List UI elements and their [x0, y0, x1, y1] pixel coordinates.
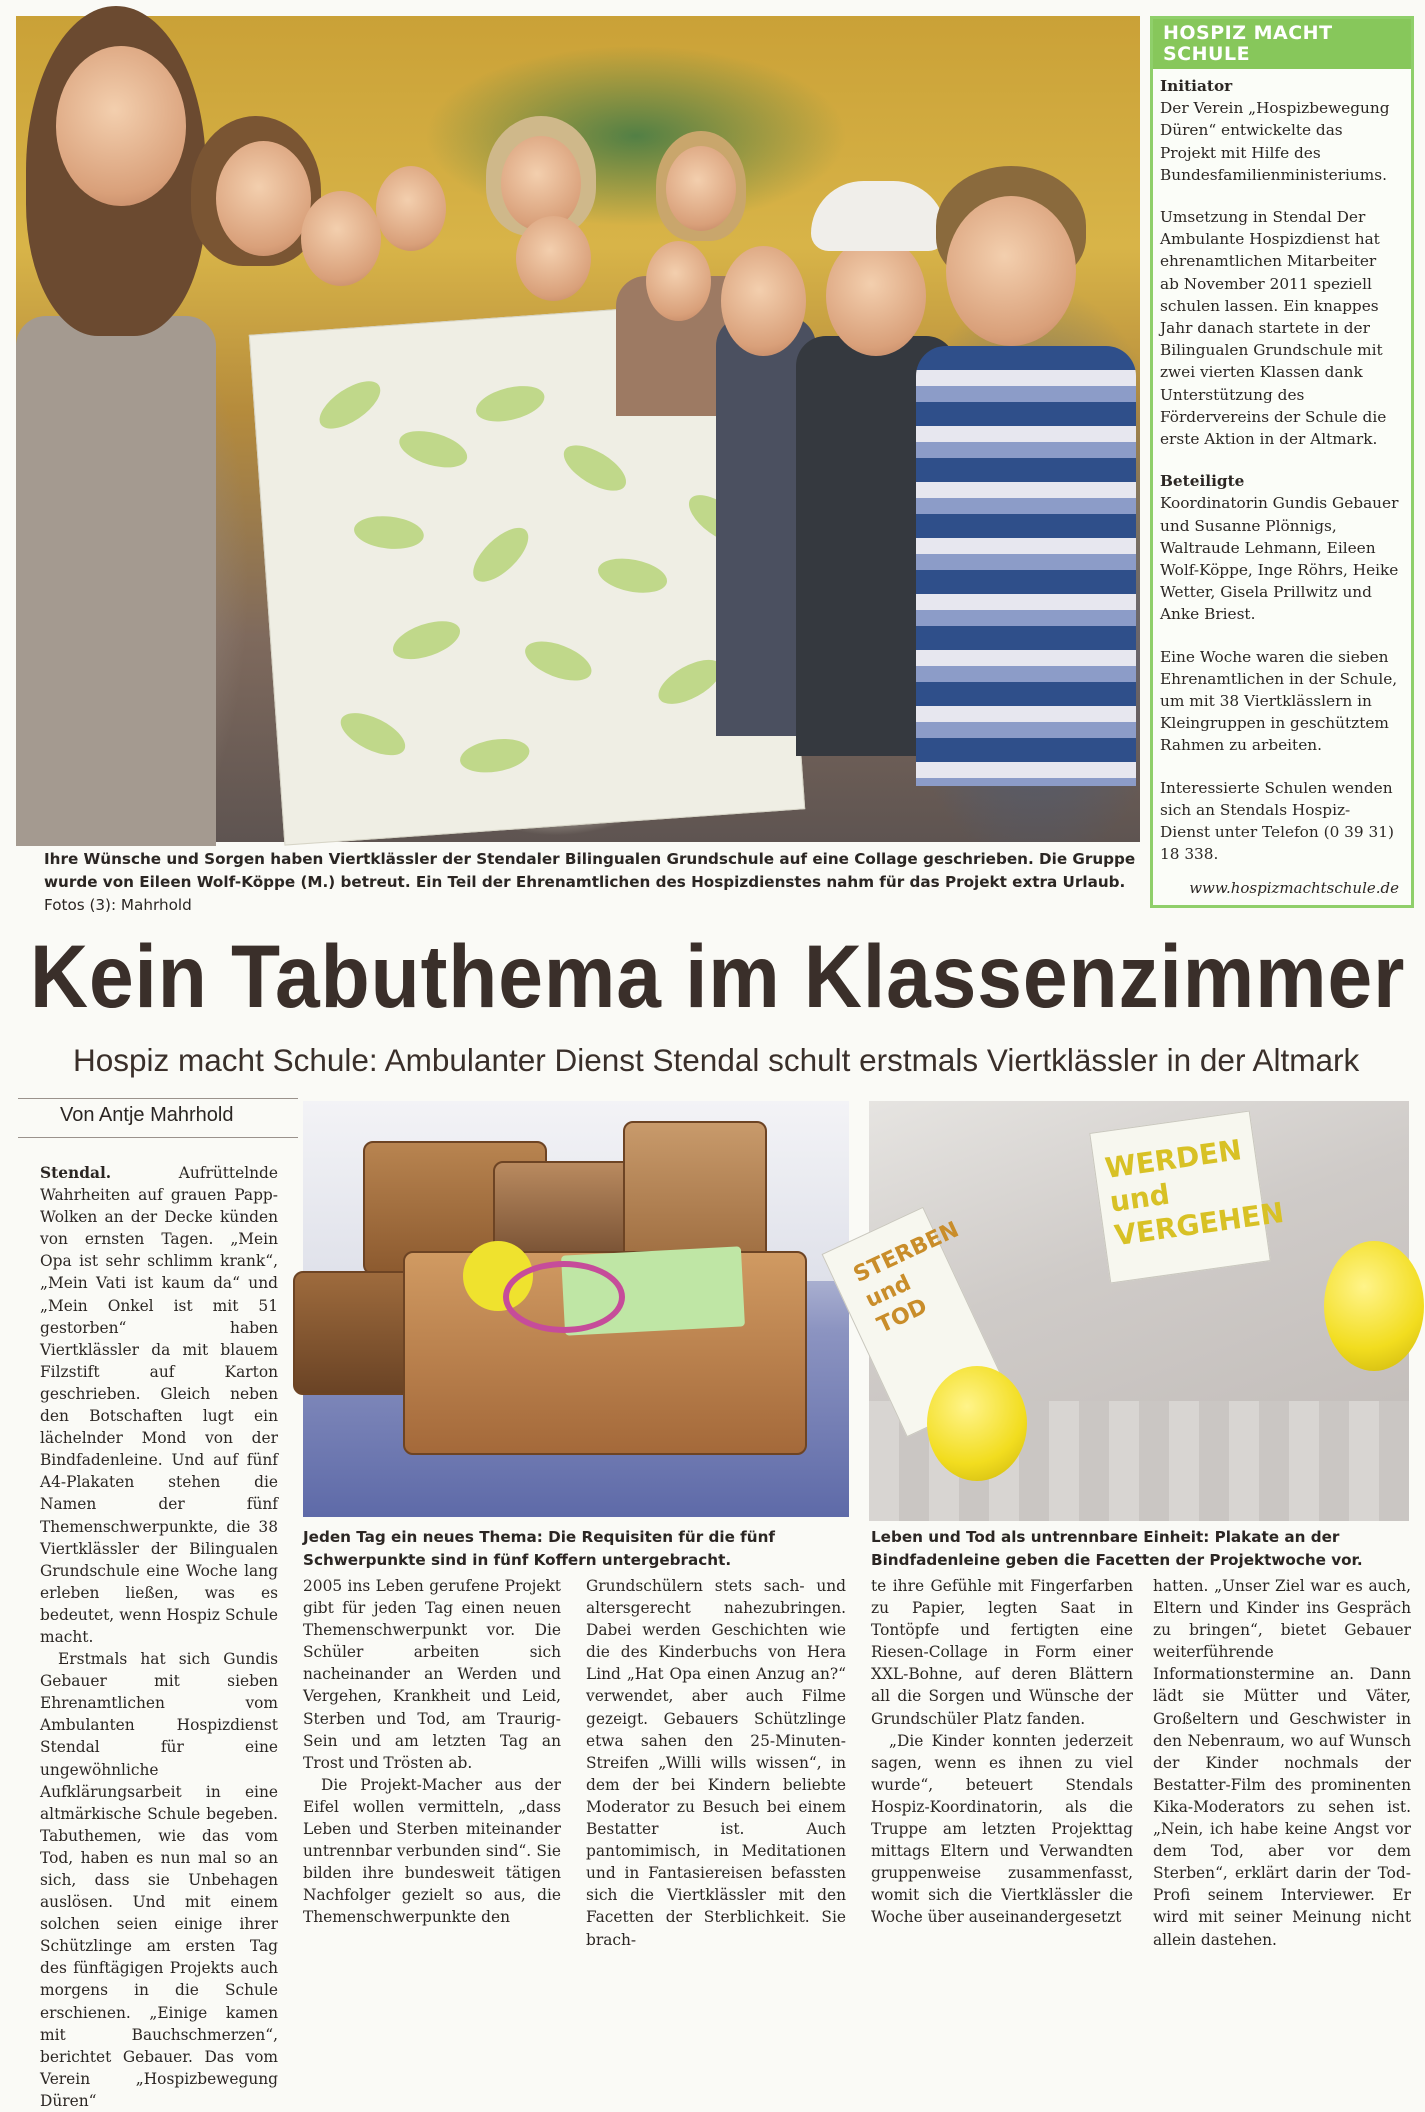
poster-photo-caption: Leben und Tod als untrennbare Einheit: Plakate an der Bindfadenleine geben die Facetten der Projektwoche vor. [871, 1528, 1363, 1569]
info-box [1150, 16, 1414, 908]
article-paragraph: „Die Kinder konnten jederzeit sagen, wenn es ihnen zu viel wurde“, beteuert Stendals Hospiz-Koordinatorin, als die Truppe am letzten Projekttag mittags Eltern und Verwandten gruppenweise zusammenfasst, womit sich die Viertklässler die Woche über auseinandergesetzt [871, 1731, 1133, 1927]
top-photo [16, 16, 1140, 842]
info-text: Interessierte Schulen wenden sich an Stendals Hospiz-Dienst unter Telefon (0 39 31) 18 338. [1160, 778, 1394, 864]
info-text: Umsetzung in Stendal Der Ambulante Hospizdienst hat ehrenamtlichen Mitarbeiter ab November 2011 speziell schulen lassen. Ein knappes Jahr danach startete in der Bilingualen Grundschule mit zwei vierten Klassen dank Unterstützung des Fördervereins der Schule die erste Aktion in der Altmark. [1160, 208, 1387, 449]
info-text: Der Verein „Hospizbewegung Düren“ entwickelte das Projekt mit Hilfe des Bundesfamilienministeriums. [1160, 99, 1390, 184]
info-box-title: HOSPIZ MACHT SCHULE [1153, 19, 1411, 69]
top-photo-caption [44, 848, 1149, 917]
info-heading: Initiator [1160, 77, 1233, 95]
caption-text: Ihre Wünsche und Sorgen haben Viertklässler der Stendaler Bilingualen Grundschule auf eine Collage geschrieben. Die Gruppe wurde von Eileen Wolf-Köppe (M.) betreut. Ein Teil der Ehrenamtlichen des Hospizdienstes nahm für das Projekt extra Urlaub. [44, 850, 1136, 891]
yellow-balloon [1324, 1241, 1424, 1371]
sign-werden-vergehen [1089, 1110, 1286, 1283]
article-column-2 [303, 1575, 561, 1929]
article-paragraph: hatten. „Unser Ziel war es auch, Eltern und Kinder ins Gespräch zu bringen“, bietet Gebauer weiterführende Informationstermine an. Dann lädt sie Mütter und Väter, Großeltern und Geschwister in den Nebenraum, wo auf Wunsch der Kinder nochmals der Bestatter-Film des prominenten Kika-Moderators zu sehen ist. „Nein, ich habe keine Angst vor dem Tod, aber vor dem Sterben“, erklärt darin der Tod-Profi seinem Interviewer. Er wird mit seiner Meinung nicht allein dastehen. [1153, 1577, 1411, 1949]
info-section [1160, 777, 1399, 866]
article-paragraph: Aufrüttelnde Wahrheiten auf grauen Papp-Wolken an der Decke künden von ernsten Tagen. „Mein Opa ist sehr schlimm krank“, „Mein Vati ist kaum da“ und „Mein Onkel ist mit 51 gestorben“ haben Viertklässler da mit blauem Filzstift auf Karton geschrieben. Gleich neben den Botschaften lugt ein lächelnder Mond von der Bindfadenleine. Und auf fünf A4-Plakaten stehen die Namen der fünf Themenschwerpunkte, die 38 Viertklässler der Bilingualen Grundschule eine Woche lang erleben ließen, was es bedeutet, wenn Hospiz Schule macht. [40, 1164, 278, 1646]
info-text: Koordinatorin Gundis Gebauer und Susanne Plönnigs, Waltraude Lehmann, Eileen Wolf-Köppe, Inge Röhrs, Heike Wetter, Gisela Prillwitz und Anke Briest. [1160, 494, 1399, 624]
byline: Von Antje Mahrhold [60, 1104, 234, 1126]
sign-text: STERBEN und TOD [849, 1217, 963, 1339]
subheadline: Hospiz macht Schule: Ambulanter Dienst Stendal schult erstmals Viertklässler in der Altmark [73, 1042, 1360, 1078]
article-column-1 [40, 1162, 278, 2112]
sign-text: WERDEN und VERGEHEN [1103, 1133, 1286, 1253]
poster-photo [849, 1101, 1409, 1519]
article-paragraph: 2005 ins Leben gerufene Projekt gibt für jeden Tag einen neuen Themenschwerpunkt vor. Die Schüler arbeiten sich nacheinander an Werden und Vergehen, Krankheit und Leid, Sterben und Tod, am Traurig-Sein und am letzten Tag an Trost und Trösten ab. [303, 1577, 561, 1772]
info-text: Eine Woche waren die sieben Ehrenamtlichen in der Schule, um mit 38 Viertklässlern in Kleingruppen in geschütztem Rahmen zu arbeiten. [1160, 647, 1398, 755]
dateline: Stendal. [40, 1164, 112, 1182]
website-link[interactable]: www.hospizmachtschule.de [1189, 879, 1399, 897]
info-section [1160, 470, 1399, 625]
info-section [1160, 646, 1399, 757]
headline: Kein Tabuthema im Klassenzimmer [30, 926, 1406, 1026]
yellow-balloon [927, 1366, 1027, 1481]
suitcase-photo-caption: Jeden Tag ein neues Thema: Die Requisiten für die fünf Schwerpunkte sind in fünf Koffern untergebracht. [303, 1528, 775, 1569]
article-column-4 [871, 1575, 1133, 1929]
info-box-body [1153, 69, 1411, 866]
suitcase-photo [303, 1101, 849, 1517]
article-column-5 [1153, 1575, 1411, 1951]
info-section [1160, 206, 1399, 450]
photo-credit: Fotos (3): Mahrhold [44, 896, 192, 914]
article-paragraph: Erstmals hat sich Gundis Gebauer mit sieben Ehrenamtlichen vom Ambulanten Hospizdienst Stendal für eine ungewöhnliche Aufklärungsarbeit in eine altmärkische Schule begeben. Tabuthemen, wie das vom Tod, haben es nun mal so an sich, dass sie Unbehagen auslösen. Und mit einem solchen seien einige ihrer Schützlinge am ersten Tag des fünftägigen Projekts auch morgens in die Schule erschienen. „Einige kamen mit Bauchschmerzen“, berichtet Gebauer. Das vom Verein „Hospizbewegung Düren“ [40, 1650, 278, 2110]
info-section [1160, 75, 1399, 186]
article-paragraph: Grundschülern stets sach- und altersgerecht nahezubringen. Dabei werden Geschichten wie die des Kinderbuchs von Hera Lind „Hat Opa einen Anzug an?“ verwendet, aber auch Filme gezeigt. Gebauers Schützlinge etwa sahen den 25-Minuten-Streifen „Willi wills wissen“, in dem der bei Kindern beliebte Moderator zu Besuch bei einem Bestatter ist. Auch pantomimisch, in Meditationen und in Fantasiereisen befassten sich die Viertklässler mit den Facetten der Sterblichkeit. Sie brach- [586, 1577, 846, 1949]
article-paragraph: te ihre Gefühle mit Fingerfarben zu Papier, legten Saat in Tontöpfe und fertigten eine Riesen-Collage in Form einer XXL-Bohne, auf deren Blättern all die Sorgen und Wünsche der Grundschüler Platz fanden. [871, 1577, 1133, 1728]
article-column-3 [586, 1575, 846, 1951]
info-heading: Beteiligte [1160, 472, 1245, 491]
article-paragraph: Die Projekt-Macher aus der Eifel wollen vermitteln, „dass Leben und Sterben miteinander untrennbar verbunden sind“. Sie bilden ihre bundesweit tätigen Nachfolger gezielt so aus, die Themenschwerpunkte den [303, 1775, 561, 1927]
